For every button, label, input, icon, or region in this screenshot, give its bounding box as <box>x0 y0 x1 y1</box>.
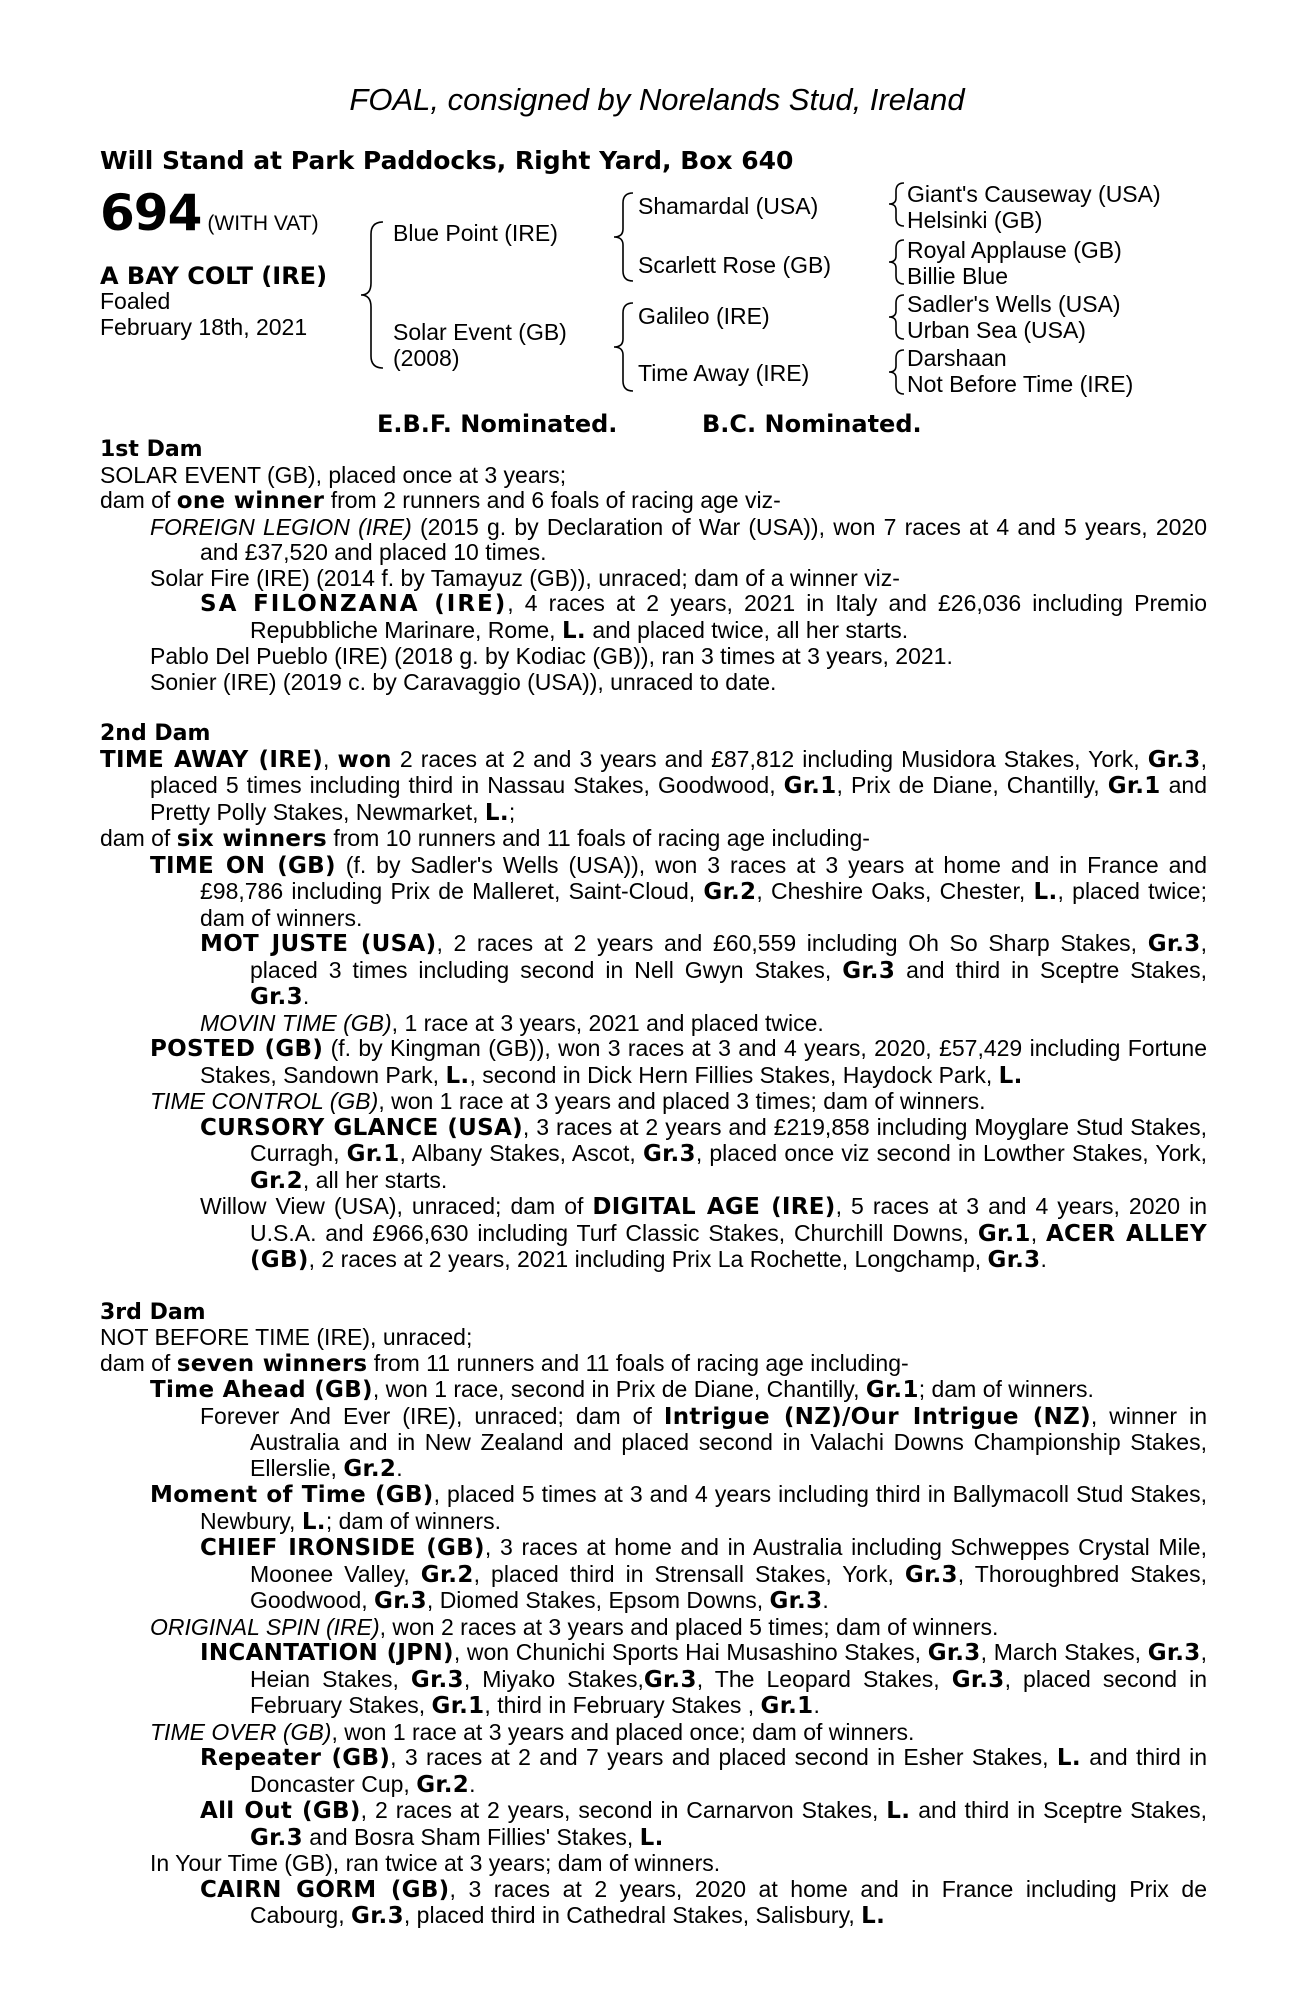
lot-number: 694 <box>100 184 202 242</box>
list-item: Forever And Ever (IRE), unraced; dam of Intrigue (NZ)/Our Intrigue (NZ), winner in Australia and in New Zealand and placed second in Valachi Downs Championship Stakes, Ellerslie, Gr.2. <box>200 1402 1207 1482</box>
third-dam-produce: dam of seven winners from 11 runners and 11 foals of racing age including- <box>100 1349 909 1377</box>
family-notes <box>100 437 1207 1930</box>
first-dam-heading: 1st Dam <box>100 437 203 462</box>
pedigree-g8: Not Before Time (IRE) <box>907 371 1134 397</box>
list-item: FOREIGN LEGION (IRE) (2015 g. by Declaration of War (USA)), won 7 races at 4 and 5 years, 2020 and £37,520 and placed 10 times. <box>150 513 1207 565</box>
list-item: In Your Time (GB), ran twice at 3 years; dam of winners. <box>150 1850 721 1876</box>
pedigree-sire-sire: Shamardal (USA) <box>638 193 819 219</box>
ebf-nomination: E.B.F. Nominated. <box>377 410 618 438</box>
list-item: INCANTATION (JPN), won Chunichi Sports Hai Musashino Stakes, Gr.3, March Stakes, Gr.3, Heian Stakes, Gr.3, Miyako Stakes,Gr.3, The Leopard Stakes, Gr.3, placed second in February Stakes, Gr.1, third in February Stakes , Gr.1. <box>200 1639 1208 1719</box>
list-item: MOT JUSTE (USA), 2 races at 2 years and £60,559 including Oh So Sharp Stakes, Gr.3, placed 3 times including second in Nell Gwyn Stakes, Gr.3 and third in Sceptre Stakes, Gr.3. <box>200 930 1207 1010</box>
bc-nomination: B.C. Nominated. <box>702 410 922 438</box>
second-dam-produce: dam of six winners from 10 runners and 11 foals of racing age including- <box>100 825 870 852</box>
pedigree-dam-dam: Time Away (IRE) <box>638 360 810 386</box>
catalogue-header: FOAL, consigned by Norelands Stud, Ireland <box>349 82 965 117</box>
pedigree-g6: Urban Sea (USA) <box>907 317 1086 343</box>
list-item: Willow View (USA), unraced; dam of DIGITAL AGE (IRE), 5 races at 3 and 4 years, 2020 in U.S.A. and £966,630 including Turf Classic Stakes, Churchill Downs, Gr.1, ACER ALLEY (GB), 2 races at 2 years, 2021 including Prix La Rochette, Longchamp, Gr.3. <box>200 1193 1208 1273</box>
list-item: Moment of Time (GB), placed 5 times at 3 and 4 years including third in Ballymacoll Stud Stakes, Newbury, L.; dam of winners. <box>150 1481 1207 1535</box>
pedigree-g3: Royal Applause (GB) <box>907 237 1122 263</box>
pedigree-dam: Solar Event (GB) <box>393 319 567 345</box>
vat-note: (WITH VAT) <box>207 212 319 235</box>
list-item: ORIGINAL SPIN (IRE), won 2 races at 3 years and placed 5 times; dam of winners. <box>150 1613 999 1640</box>
second-dam-record: TIME AWAY (IRE), won 2 races at 2 and 3 years and £87,812 including Musidora Stakes, York, Gr.3, placed 5 times including third in Nassau Stakes, Goodwood, Gr.1, Prix de Diane, Chantilly, Gr.1 and Pretty Polly Stakes, Newmarket, L.; <box>100 745 1207 826</box>
list-item: Pablo Del Pueblo (IRE) (2018 g. by Kodiac (GB)), ran 3 times at 3 years, 2021. <box>150 643 953 669</box>
pedigree-dam-sire: Galileo (IRE) <box>638 303 770 329</box>
third-dam-heading: 3rd Dam <box>100 1299 206 1325</box>
pedigree-g4: Billie Blue <box>907 263 1008 289</box>
list-item: MOVIN TIME (GB), 1 race at 3 years, 2021 and placed twice. <box>200 1009 824 1036</box>
list-item: All Out (GB), 2 races at 2 years, second in Carnarvon Stakes, L. and third in Sceptre Stakes, Gr.3 and Bosra Sham Fillies' Stakes, L. <box>200 1797 1208 1851</box>
list-item: Sonier (IRE) (2019 c. by Caravaggio (USA)), unraced to date. <box>150 668 777 695</box>
list-item: TIME ON (GB) (f. by Sadler's Wells (USA)), won 3 races at 3 years at home and in France and £98,786 including Prix de Malleret, Saint-Cloud, Gr.2, Cheshire Oaks, Chester, L., placed twice; dam of winners. <box>150 851 1207 931</box>
list-item: CHIEF IRONSIDE (GB), 3 races at home and in Australia including Schweppes Crystal Mile, Moonee Valley, Gr.2, placed third in Strensall Stakes, York, Gr.3, Thoroughbred Stakes, Goodwood, Gr.3, Diomed Stakes, Epsom Downs, Gr.3. <box>200 1534 1207 1614</box>
list-item: Time Ahead (GB), won 1 race, second in Prix de Diane, Chantilly, Gr.1; dam of winners. <box>150 1376 1094 1403</box>
list-item: TIME CONTROL (GB), won 1 race at 3 years and placed 3 times; dam of winners. <box>150 1088 986 1114</box>
list-item: CAIRN GORM (GB), 3 races at 2 years, 2020 at home and in France including Prix de Cabourg, Gr.3, placed third in Cathedral Stakes, Salisbury, L. <box>200 1875 1207 1929</box>
pedigree-g1: Giant's Causeway (USA) <box>907 181 1161 207</box>
list-item: POSTED (GB) (f. by Kingman (GB)), won 3 races at 3 and 4 years, 2020, £57,429 including Fortune Stakes, Sandown Park, L., second in Dick Hern Fillies Stakes, Haydock Park, L. <box>150 1035 1208 1089</box>
list-item: Repeater (GB), 3 races at 2 and 7 years and placed second in Esher Stakes, L. and third in Doncaster Cup, Gr.2. <box>200 1744 1207 1798</box>
pedigree-dam-year: (2008) <box>393 345 460 371</box>
foaled-label: Foaled <box>100 288 171 314</box>
first-dam-produce: dam of one winner from 2 runners and 6 foals of racing age viz- <box>100 487 781 514</box>
pedigree-g2: Helsinki (GB) <box>907 207 1043 233</box>
second-dam-heading: 2nd Dam <box>100 721 211 746</box>
pedigree-g7: Darshaan <box>907 345 1007 371</box>
pedigree-sire: Blue Point (IRE) <box>393 220 558 246</box>
list-item: CURSORY GLANCE (USA), 3 races at 2 years and £219,858 including Moyglare Stud Stakes, Curragh, Gr.1, Albany Stakes, Ascot, Gr.3, placed once viz second in Lowther Stakes, York, Gr.2, all her starts. <box>200 1113 1207 1194</box>
third-dam-intro: NOT BEFORE TIME (IRE), unraced; <box>100 1324 473 1350</box>
list-item: Solar Fire (IRE) (2014 f. by Tamayuz (GB)), unraced; dam of a winner viz- <box>150 564 900 591</box>
stand-location: Will Stand at Park Paddocks, Right Yard, Box 640 <box>100 146 794 175</box>
foaled-date: February 18th, 2021 <box>100 314 308 340</box>
list-item: TIME OVER (GB), won 1 race at 3 years and placed once; dam of winners. <box>150 1718 915 1745</box>
first-dam-intro: SOLAR EVENT (GB), placed once at 3 years; <box>100 461 567 488</box>
pedigree-sire-dam: Scarlett Rose (GB) <box>638 252 831 278</box>
pedigree-g5: Sadler's Wells (USA) <box>907 291 1121 317</box>
list-item: SA FILONZANA (IRE), 4 races at 2 years, 2021 in Italy and £26,036 including Premio Repubbliche Marinare, Rome, L. and placed twice, all her starts. <box>200 590 1207 644</box>
horse-title: A BAY COLT (IRE) <box>100 262 328 290</box>
